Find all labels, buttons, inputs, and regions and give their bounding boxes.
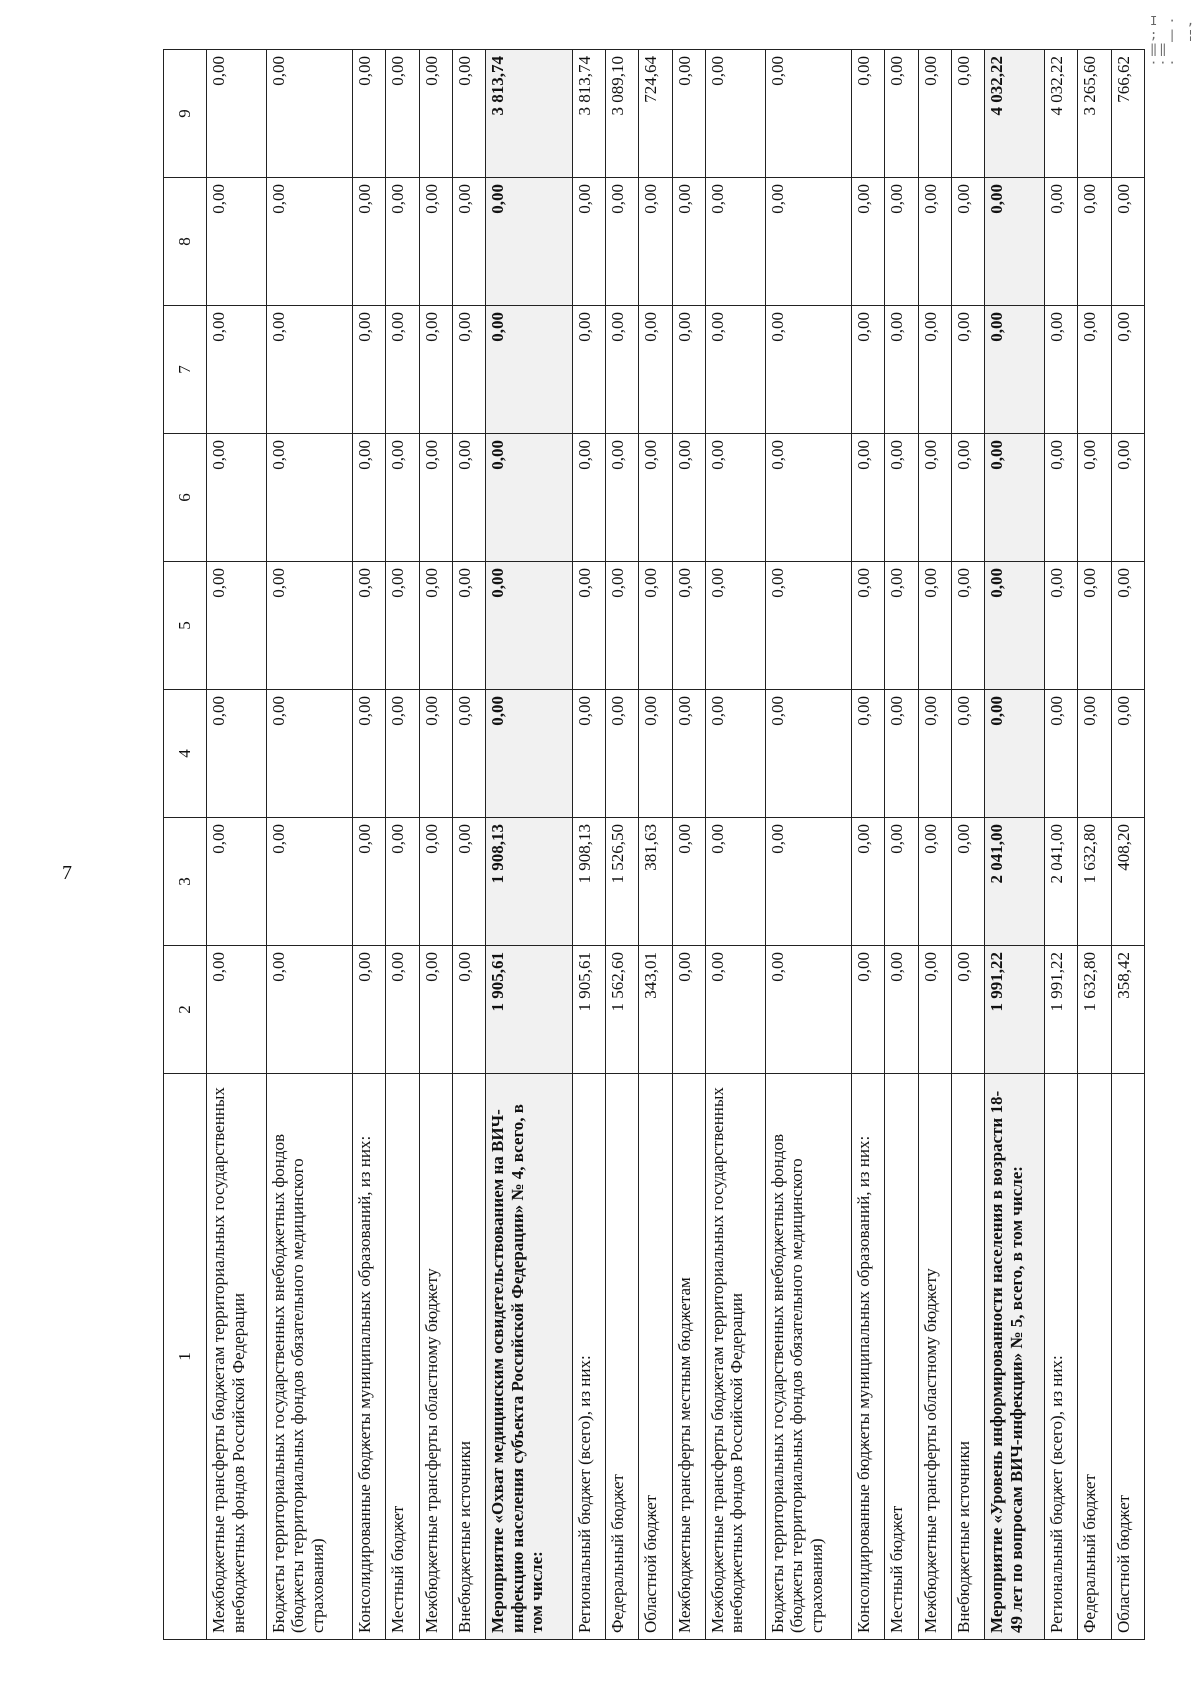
value-cell: 0,00	[1078, 562, 1111, 690]
value-cell: 1 632,80	[1078, 946, 1111, 1074]
value-cell: 0,00	[453, 562, 486, 690]
value-cell: 0,00	[765, 306, 851, 434]
value-cell: 0,00	[851, 946, 884, 1074]
budget-table	[163, 49, 1145, 1640]
value-cell: 0,00	[572, 562, 605, 690]
value-cell: 0,00	[207, 946, 267, 1074]
scan-marks: I · , ; | ¦ ‖‖ ···	[1150, 14, 1197, 70]
value-cell: 0,00	[486, 306, 572, 434]
value-cell: 0,00	[765, 434, 851, 562]
value-cell: 0,00	[207, 434, 267, 562]
row-label-cell: Межбюджетные трансферты областному бюджету	[419, 1074, 452, 1640]
column-header-3: 3	[164, 818, 207, 946]
row-label-cell: Федеральный бюджет	[605, 1074, 638, 1640]
value-cell: 0,00	[207, 562, 267, 690]
value-cell: 0,00	[951, 178, 984, 306]
row-label-cell: Региональный бюджет (всего), из них:	[1044, 1074, 1077, 1640]
value-cell: 0,00	[1078, 306, 1111, 434]
value-cell: 0,00	[951, 306, 984, 434]
value-cell: 0,00	[419, 178, 452, 306]
column-header-9: 9	[164, 50, 207, 178]
table-row	[266, 50, 352, 1640]
table-row	[951, 50, 984, 1640]
table-row	[705, 50, 765, 1640]
value-cell: 1 908,13	[486, 818, 572, 946]
value-cell: 0,00	[851, 434, 884, 562]
value-cell: 0,00	[765, 50, 851, 178]
value-cell: 0,00	[705, 434, 765, 562]
value-cell: 0,00	[486, 178, 572, 306]
table-row	[486, 50, 572, 1640]
value-cell: 0,00	[386, 434, 419, 562]
value-cell: 0,00	[672, 690, 705, 818]
value-cell: 0,00	[1078, 690, 1111, 818]
value-cell: 0,00	[572, 178, 605, 306]
value-cell: 0,00	[453, 178, 486, 306]
row-label-cell: Межбюджетные трансферты бюджетам территориальных государственных внебюджетных фондов Российской Федерации	[705, 1074, 765, 1640]
value-cell: 0,00	[885, 178, 918, 306]
value-cell: 0,00	[765, 562, 851, 690]
value-cell: 0,00	[918, 178, 951, 306]
value-cell: 0,00	[353, 434, 386, 562]
value-cell: 0,00	[918, 306, 951, 434]
row-label-cell: Межбюджетные трансферты бюджетам территориальных государственных внебюджетных фондов Российской Федерации	[207, 1074, 267, 1640]
value-cell: 0,00	[672, 50, 705, 178]
value-cell: 0,00	[1078, 434, 1111, 562]
table-row	[453, 50, 486, 1640]
value-cell: 0,00	[386, 178, 419, 306]
value-cell: 408,20	[1111, 818, 1144, 946]
value-cell: 0,00	[266, 690, 352, 818]
table-row	[885, 50, 918, 1640]
page-number: 7	[62, 862, 72, 884]
value-cell: 0,00	[705, 178, 765, 306]
value-cell: 0,00	[1044, 562, 1077, 690]
value-cell: 0,00	[985, 434, 1045, 562]
value-cell: 1 991,22	[1044, 946, 1077, 1074]
table-row	[419, 50, 452, 1640]
value-cell: 0,00	[1044, 690, 1077, 818]
value-cell: 343,01	[639, 946, 672, 1074]
value-cell: 0,00	[1111, 178, 1144, 306]
value-cell: 0,00	[885, 562, 918, 690]
column-header-2: 2	[164, 946, 207, 1074]
value-cell: 0,00	[386, 946, 419, 1074]
value-cell: 0,00	[266, 50, 352, 178]
value-cell: 0,00	[605, 434, 638, 562]
value-cell: 1 905,61	[486, 946, 572, 1074]
value-cell: 0,00	[885, 946, 918, 1074]
value-cell: 0,00	[207, 818, 267, 946]
row-label-cell: Бюджеты территориальных государственных внебюджетных фондов (бюджеты территориальных фондов обязательного медицинского страхования)	[765, 1074, 851, 1640]
table-row	[1078, 50, 1111, 1640]
value-cell: 3 089,10	[605, 50, 638, 178]
value-cell: 0,00	[951, 690, 984, 818]
value-cell: 0,00	[851, 562, 884, 690]
value-cell: 0,00	[765, 946, 851, 1074]
value-cell: 0,00	[386, 562, 419, 690]
value-cell: 0,00	[572, 306, 605, 434]
value-cell: 0,00	[885, 434, 918, 562]
value-cell: 0,00	[572, 690, 605, 818]
value-cell: 0,00	[353, 306, 386, 434]
value-cell: 0,00	[386, 690, 419, 818]
value-cell: 1 562,60	[605, 946, 638, 1074]
value-cell: 0,00	[207, 306, 267, 434]
value-cell: 0,00	[885, 50, 918, 178]
value-cell: 0,00	[353, 690, 386, 818]
value-cell: 0,00	[985, 690, 1045, 818]
value-cell: 0,00	[639, 178, 672, 306]
value-cell: 0,00	[386, 306, 419, 434]
value-cell: 0,00	[353, 178, 386, 306]
value-cell: 0,00	[951, 946, 984, 1074]
value-cell: 0,00	[386, 50, 419, 178]
table-row	[672, 50, 705, 1640]
table-row	[1111, 50, 1144, 1640]
value-cell: 0,00	[572, 434, 605, 562]
value-cell: 0,00	[985, 178, 1045, 306]
value-cell: 2 041,00	[985, 818, 1045, 946]
value-cell: 0,00	[639, 434, 672, 562]
value-cell: 0,00	[765, 178, 851, 306]
value-cell: 0,00	[207, 690, 267, 818]
value-cell: 0,00	[985, 562, 1045, 690]
value-cell: 0,00	[266, 178, 352, 306]
value-cell: 0,00	[419, 306, 452, 434]
table-header-row	[164, 50, 207, 1640]
value-cell: 0,00	[453, 818, 486, 946]
value-cell: 0,00	[918, 818, 951, 946]
value-cell: 0,00	[266, 434, 352, 562]
value-cell: 0,00	[705, 562, 765, 690]
row-label-cell: Региональный бюджет (всего), из них:	[572, 1074, 605, 1640]
column-header-7: 7	[164, 306, 207, 434]
table-row	[765, 50, 851, 1640]
value-cell: 0,00	[672, 306, 705, 434]
row-label-cell: Мероприятие «Охват медицинским освидетельствованием на ВИЧ-инфекцию населения субъекта Российской Федерации» № 4, всего, в том числе:	[486, 1074, 572, 1640]
value-cell: 0,00	[885, 306, 918, 434]
column-header-6: 6	[164, 434, 207, 562]
value-cell: 0,00	[386, 818, 419, 946]
value-cell: 0,00	[1044, 434, 1077, 562]
value-cell: 0,00	[705, 50, 765, 178]
value-cell: 0,00	[918, 434, 951, 562]
value-cell: 0,00	[1044, 306, 1077, 434]
value-cell: 0,00	[605, 562, 638, 690]
value-cell: 3 265,60	[1078, 50, 1111, 178]
value-cell: 0,00	[486, 562, 572, 690]
value-cell: 1 908,13	[572, 818, 605, 946]
value-cell: 0,00	[885, 690, 918, 818]
row-label-cell: Консолидированные бюджеты муниципальных образований, из них:	[851, 1074, 884, 1640]
value-cell: 0,00	[851, 306, 884, 434]
value-cell: 0,00	[453, 434, 486, 562]
value-cell: 0,00	[672, 562, 705, 690]
value-cell: 0,00	[486, 434, 572, 562]
column-header-5: 5	[164, 562, 207, 690]
value-cell: 0,00	[851, 818, 884, 946]
table-row	[386, 50, 419, 1640]
row-label-cell: Областной бюджет	[1111, 1074, 1144, 1640]
value-cell: 4 032,22	[1044, 50, 1077, 178]
value-cell: 0,00	[885, 818, 918, 946]
value-cell: 1 905,61	[572, 946, 605, 1074]
value-cell: 0,00	[851, 690, 884, 818]
value-cell: 0,00	[419, 946, 452, 1074]
row-label-cell: Внебюджетные источники	[453, 1074, 486, 1640]
value-cell: 0,00	[453, 306, 486, 434]
value-cell: 0,00	[605, 690, 638, 818]
value-cell: 0,00	[951, 818, 984, 946]
value-cell: 0,00	[419, 690, 452, 818]
column-header-4: 4	[164, 690, 207, 818]
value-cell: 0,00	[266, 946, 352, 1074]
value-cell: 0,00	[453, 946, 486, 1074]
table-body	[207, 50, 1145, 1640]
value-cell: 0,00	[605, 178, 638, 306]
value-cell: 0,00	[266, 818, 352, 946]
value-cell: 0,00	[765, 818, 851, 946]
value-cell: 0,00	[705, 690, 765, 818]
value-cell: 0,00	[951, 562, 984, 690]
value-cell: 0,00	[605, 306, 638, 434]
value-cell: 0,00	[672, 178, 705, 306]
value-cell: 0,00	[951, 434, 984, 562]
value-cell: 0,00	[353, 50, 386, 178]
value-cell: 0,00	[419, 434, 452, 562]
value-cell: 0,00	[705, 306, 765, 434]
value-cell: 0,00	[453, 50, 486, 178]
column-header-8: 8	[164, 178, 207, 306]
row-label-cell: Бюджеты территориальных государственных внебюджетных фондов (бюджеты территориальных фондов обязательного медицинского страхования)	[266, 1074, 352, 1640]
value-cell: 0,00	[1111, 690, 1144, 818]
value-cell: 0,00	[1078, 178, 1111, 306]
row-label-cell: Межбюджетные трансферты местным бюджетам	[672, 1074, 705, 1640]
value-cell: 3 813,74	[486, 50, 572, 178]
value-cell: 0,00	[453, 690, 486, 818]
table-row	[605, 50, 638, 1640]
value-cell: 0,00	[851, 178, 884, 306]
row-label-cell: Внебюджетные источники	[951, 1074, 984, 1640]
table-row	[353, 50, 386, 1640]
table-row	[918, 50, 951, 1640]
table-row	[572, 50, 605, 1640]
value-cell: 0,00	[985, 306, 1045, 434]
value-cell: 0,00	[918, 946, 951, 1074]
value-cell: 358,42	[1111, 946, 1144, 1074]
value-cell: 0,00	[266, 306, 352, 434]
value-cell: 0,00	[705, 946, 765, 1074]
value-cell: 381,63	[639, 818, 672, 946]
value-cell: 0,00	[639, 562, 672, 690]
row-label-cell: Областной бюджет	[639, 1074, 672, 1640]
value-cell: 0,00	[266, 562, 352, 690]
value-cell: 0,00	[639, 690, 672, 818]
value-cell: 0,00	[639, 306, 672, 434]
value-cell: 0,00	[705, 818, 765, 946]
value-cell: 0,00	[672, 946, 705, 1074]
row-label-cell: Местный бюджет	[885, 1074, 918, 1640]
value-cell: 0,00	[207, 50, 267, 178]
value-cell: 0,00	[207, 178, 267, 306]
value-cell: 0,00	[1111, 434, 1144, 562]
value-cell: 724,64	[639, 50, 672, 178]
value-cell: 0,00	[1111, 562, 1144, 690]
value-cell: 0,00	[672, 434, 705, 562]
table-row	[639, 50, 672, 1640]
value-cell: 0,00	[672, 818, 705, 946]
value-cell: 0,00	[353, 946, 386, 1074]
value-cell: 766,62	[1111, 50, 1144, 178]
value-cell: 0,00	[419, 818, 452, 946]
value-cell: 0,00	[765, 690, 851, 818]
value-cell: 0,00	[851, 50, 884, 178]
rotated-table-container	[163, 50, 1145, 1640]
value-cell: 0,00	[1111, 306, 1144, 434]
row-label-cell: Консолидированные бюджеты муниципальных образований, из них:	[353, 1074, 386, 1640]
value-cell: 0,00	[486, 690, 572, 818]
table-row	[985, 50, 1045, 1640]
value-cell: 0,00	[419, 50, 452, 178]
row-label-cell: Федеральный бюджет	[1078, 1074, 1111, 1640]
value-cell: 0,00	[353, 562, 386, 690]
value-cell: 1 991,22	[985, 946, 1045, 1074]
value-cell: 1 526,50	[605, 818, 638, 946]
value-cell: 0,00	[419, 562, 452, 690]
row-label-cell: Мероприятие «Уровень информированности населения в возрасти 18-49 лет по вопросам ВИЧ-инфекции» № 5, всего, в том числе:	[985, 1074, 1045, 1640]
row-label-cell: Местный бюджет	[386, 1074, 419, 1640]
row-label-cell: Межбюджетные трансферты областному бюджету	[918, 1074, 951, 1640]
value-cell: 1 632,80	[1078, 818, 1111, 946]
value-cell: 3 813,74	[572, 50, 605, 178]
table-row	[1044, 50, 1077, 1640]
value-cell: 0,00	[951, 50, 984, 178]
table-row	[207, 50, 267, 1640]
value-cell: 0,00	[918, 690, 951, 818]
value-cell: 0,00	[918, 562, 951, 690]
value-cell: 0,00	[918, 50, 951, 178]
value-cell: 2 041,00	[1044, 818, 1077, 946]
value-cell: 0,00	[1044, 178, 1077, 306]
column-header-1: 1	[164, 1074, 207, 1640]
table-row	[851, 50, 884, 1640]
value-cell: 0,00	[353, 818, 386, 946]
value-cell: 4 032,22	[985, 50, 1045, 178]
